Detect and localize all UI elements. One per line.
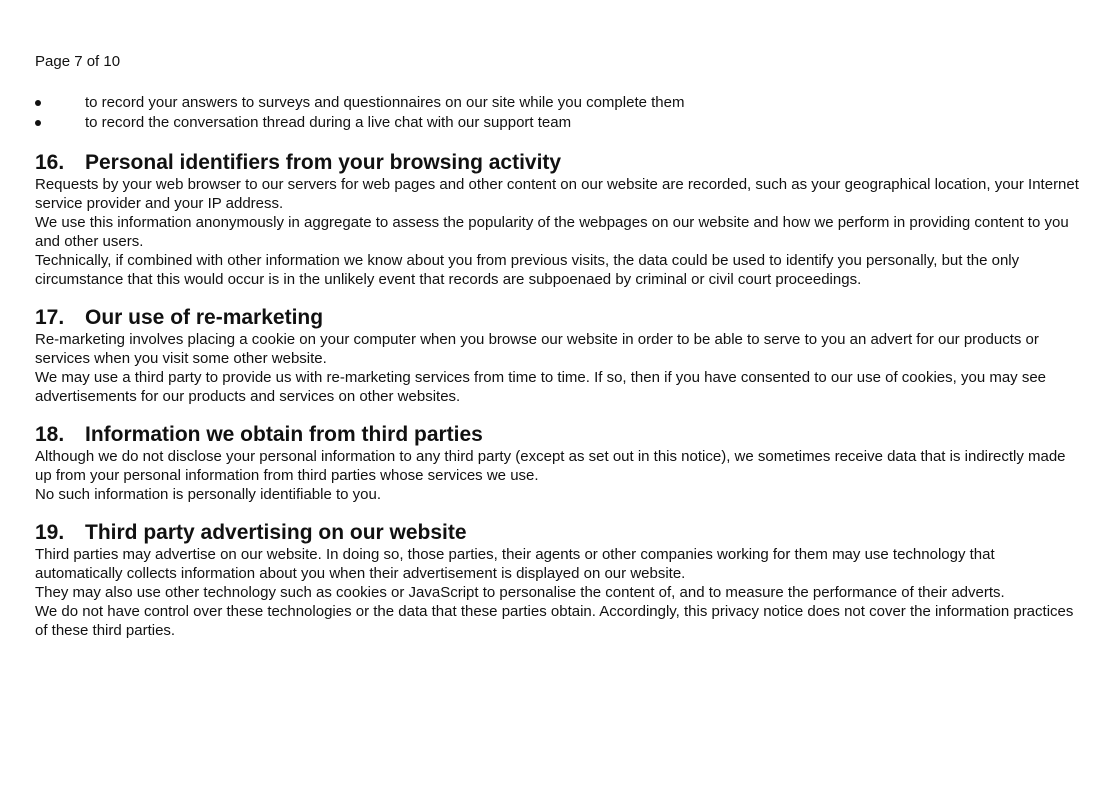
list-item-text: to record your answers to surveys and questionnaires on our site while you complete them [85, 94, 685, 111]
section-heading [35, 306, 1080, 330]
section-number: 16. [35, 151, 65, 174]
list-item [35, 113, 1080, 133]
bullet-icon [35, 120, 41, 126]
paragraph: We do not have control over these technologies or the data that these parties obtain. Accordingly, this privacy notice does not cover the information practices of these third parties. [35, 603, 1074, 639]
paragraph: We may use a third party to provide us with re-marketing services from time to time. If so, then if you have consented to our use of cookies, you may see advertisements for our products and services on other websites. [35, 369, 1047, 405]
paragraph: No such information is personally identifiable to you. [35, 486, 382, 503]
section-number: 19. [35, 521, 65, 544]
section-heading [35, 521, 1080, 545]
paragraph: Requests by your web browser to our servers for web pages and other content on our website are recorded, such as your geographical location, your Internet service provider and your IP address. [35, 176, 1079, 212]
section-number: 17. [35, 306, 65, 329]
list-item [35, 93, 1080, 113]
page-number: Page 7 of 10 [35, 53, 121, 70]
paragraph: Technically, if combined with other information we know about you from previous visits, the data could be used to identify you personally, but the only circumstance that this would occur is in the unlikely event that records are subpoenaed by criminal or civil court proceedings. [35, 252, 1020, 288]
section-title: Information we obtain from third parties [85, 423, 483, 446]
section-19 [35, 521, 1080, 640]
bullet-list [35, 93, 1080, 133]
section-number: 18. [35, 423, 65, 446]
paragraph: Although we do not disclose your personal information to any third party (except as set out in this notice), we sometimes receive data that is indirectly made up from your personal information from third parties whose services we use. [35, 448, 1066, 484]
section-16 [35, 151, 1080, 289]
section-heading [35, 151, 1080, 175]
list-item-text: to record the conversation thread during a live chat with our support team [85, 114, 572, 131]
paragraph: Third parties may advertise on our website. In doing so, those parties, their agents or other companies working for them may use technology that automatically collects information about you when their advertisement is displayed on our website. [35, 546, 995, 582]
section-title: Personal identifiers from your browsing activity [85, 151, 562, 174]
section-title: Third party advertising on our website [85, 521, 467, 544]
bullet-icon [35, 100, 41, 106]
paragraph: We use this information anonymously in aggregate to assess the popularity of the webpages on our website and how we perform in providing content to you and other users. [35, 214, 1069, 250]
paragraph: They may also use other technology such as cookies or JavaScript to personalise the content of, and to measure the performance of their adverts. [35, 584, 1005, 601]
paragraph: Re-marketing involves placing a cookie on your computer when you browse our website in order to be able to serve to you an advert for our products or services when you visit some other website. [35, 331, 1039, 367]
section-heading [35, 423, 1080, 447]
section-18 [35, 423, 1080, 504]
sections [35, 151, 1080, 657]
section-title: Our use of re-marketing [85, 306, 324, 329]
section-17 [35, 306, 1080, 406]
